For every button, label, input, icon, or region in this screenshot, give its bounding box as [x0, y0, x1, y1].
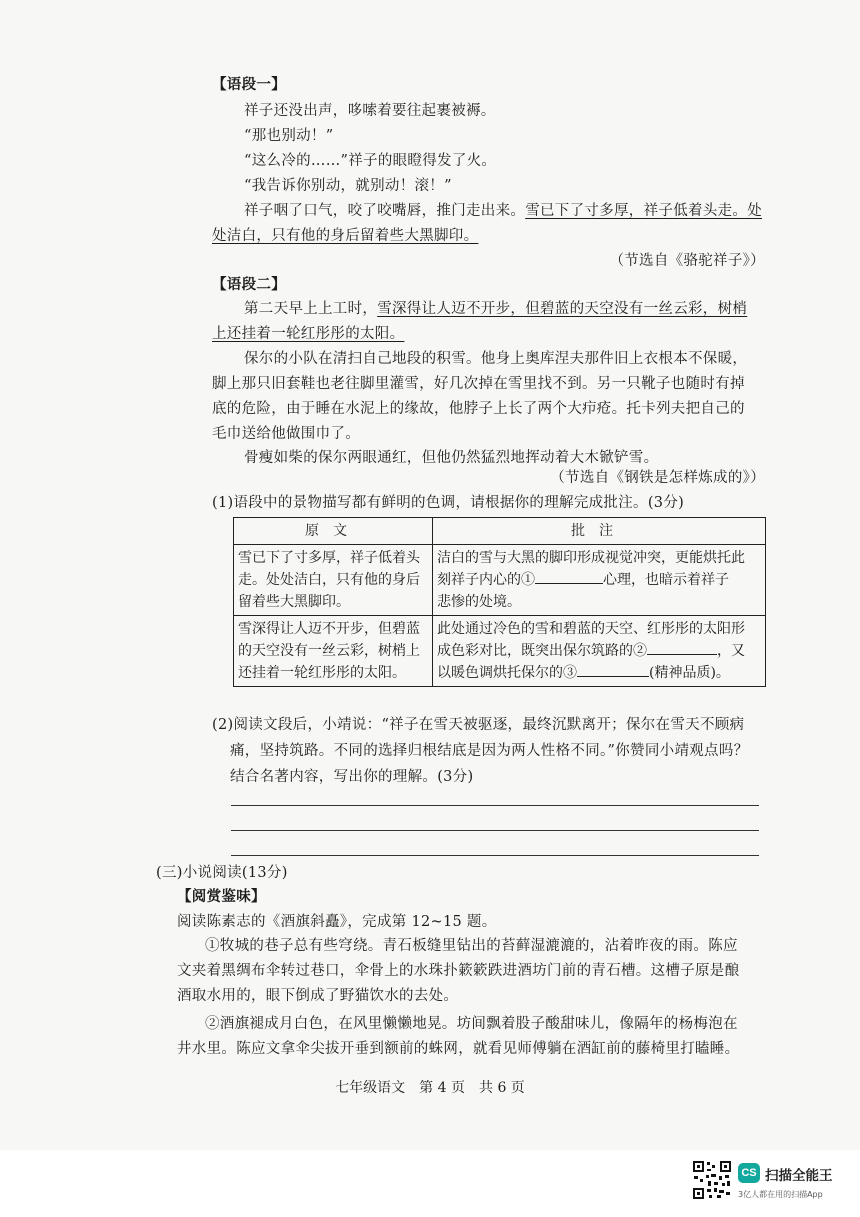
story-paragraph-line: 酒取水用的，眼下倒成了野猫饮水的去处。 [177, 988, 459, 1004]
story-paragraph-line: 文夹着黑绸布伞转过巷口，伞骨上的水珠扑簌簌跌进酒坊门前的青石槽。这槽子原是酿 [177, 963, 740, 979]
answer-line[interactable] [231, 830, 759, 831]
original-text-cell: 雪深得让人迈不开步，但碧蓝 的天空没有一丝云彩，树梢上 还挂着一轮红彤彤的太阳。 [234, 616, 433, 687]
annotation-table [233, 517, 766, 687]
original-text-cell: 雪已下了寸多厚，祥子低着头 走。处处洁白，只有他的身后 留着些大黑脚印。 [234, 545, 433, 616]
section-subheading: 【阅赏鉴味】 [177, 888, 266, 905]
section-title: (三)小说阅读(13分) [156, 865, 288, 881]
passage2-source: （节选自《钢铁是怎样炼成的》） [550, 470, 765, 486]
question-2: 痛，坚持筑路。不同的选择归根结底是因为两人性格不同。”你赞同小靖观点吗？ [230, 743, 749, 759]
answer-line[interactable] [231, 855, 759, 856]
underlined-scenery: 雪深得让人迈不开步，但碧蓝的天空没有一丝云彩，树梢 [377, 301, 748, 317]
table-row [234, 616, 766, 687]
answer-line[interactable] [231, 805, 759, 806]
qr-code-icon [692, 1160, 732, 1200]
story-paragraph-line: ①牧城的巷子总有些穹绕。青石板缝里钻出的苔藓湿漉漉的，沾着昨夜的雨。陈应 [205, 938, 738, 954]
passage2-line: 骨瘦如柴的保尔两眼通红，但他仍然猛烈地挥动着大木锨铲雪。 [244, 450, 659, 466]
question-2: (2)阅读文段后，小靖说：“祥子在雪天被驱逐，最终沉默离开；保尔在雪天不顾病 [212, 717, 745, 733]
passage2-line: 毛巾送给他做围巾了。 [212, 426, 360, 442]
passage1-line: 祥子咽了口气，咬了咬嘴唇，推门走出来。雪已下了寸多厚，祥子低着头走。处 [244, 203, 763, 219]
passage2-line: 底的危险，由于睡在水泥上的缘故，他脖子上长了两个大疖疮。托卡列夫把自己的 [212, 401, 745, 417]
section-intro: 阅读陈素志的《酒旗斜矗》，完成第 12~15 题。 [177, 914, 497, 930]
answer-blank-1[interactable] [535, 569, 603, 584]
passage1-line: “那也别动！” [244, 128, 334, 144]
passage2-line-underlined: 上还挂着一轮红彤彤的太阳。 [212, 326, 405, 342]
question-1: (1)语段中的景物描写都有鲜明的色调，请根据你的理解完成批注。(3分) [212, 495, 685, 511]
camscanner-logo-icon: CS [738, 1163, 760, 1183]
table-row [234, 545, 766, 616]
answer-blank-3[interactable] [577, 662, 649, 677]
passage2-heading: 【语段二】 [212, 276, 286, 293]
annotation-cell: 洁白的雪与大黑的脚印形成视觉冲突，更能烘托此 刻祥子内心的① 心理，也暗示着祥子 悲惨的处境。 [433, 545, 766, 616]
passage2-line: 脚上那只旧套鞋也老往脚里灌雪，好几次掉在雪里找不到。另一只靴子也随时有掉 [212, 376, 745, 392]
passage1-line: 祥子还没出声，哆嗦着要往起裹被褥。 [244, 103, 496, 119]
story-paragraph-line: ②酒旗褪成月白色，在风里懒懒地晃。坊间飘着股子酸甜味儿，像隔年的杨梅泡在 [205, 1016, 738, 1032]
annotation-cell: 此处通过冷色的雪和碧蓝的天空、红彤彤的太阳形 成色彩对比，既突出保尔筑路的② ，又 以暖色调烘托保尔的③ (精神品质)。 [433, 616, 766, 687]
column-header-original: 原文 [234, 518, 433, 545]
underlined-scenery: 雪已下了寸多厚，祥子低着头走。处 [525, 203, 763, 219]
passage1-source: （节选自《骆驼祥子》） [609, 253, 765, 269]
page-footer: 七年级语文 第 4 页 共 6 页 [335, 1080, 525, 1096]
scanner-app-name: 扫描全能王 [765, 1168, 833, 1184]
passage1-line-underlined: 处洁白，只有他的身后留着些大黑脚印。 [212, 228, 479, 244]
passage1-line: “我告诉你别动，就别动！滚！” [244, 178, 452, 194]
scanner-tagline: 3亿人都在用的扫描App [738, 1190, 823, 1199]
passage1-heading: 【语段一】 [212, 76, 286, 93]
story-paragraph-line: 井水里。陈应文拿伞尖拔开垂到额前的蛛网，就看见师傅躺在酒缸前的藤椅里打瞌睡。 [177, 1041, 740, 1057]
passage1-line: “这么冷的……”祥子的眼瞪得发了火。 [244, 153, 497, 169]
answer-blank-2[interactable] [647, 640, 717, 655]
question-2: 结合名著内容，写出你的理解。(3分) [230, 769, 474, 785]
column-header-notes: 批注 [433, 518, 766, 545]
passage2-line: 第二天早上上工时，雪深得让人迈不开步，但碧蓝的天空没有一丝云彩，树梢 [244, 301, 748, 317]
passage2-line: 保尔的小队在清扫自己地段的积雪。他身上奥库涅夫那件旧上衣根本不保暖， [244, 351, 748, 367]
